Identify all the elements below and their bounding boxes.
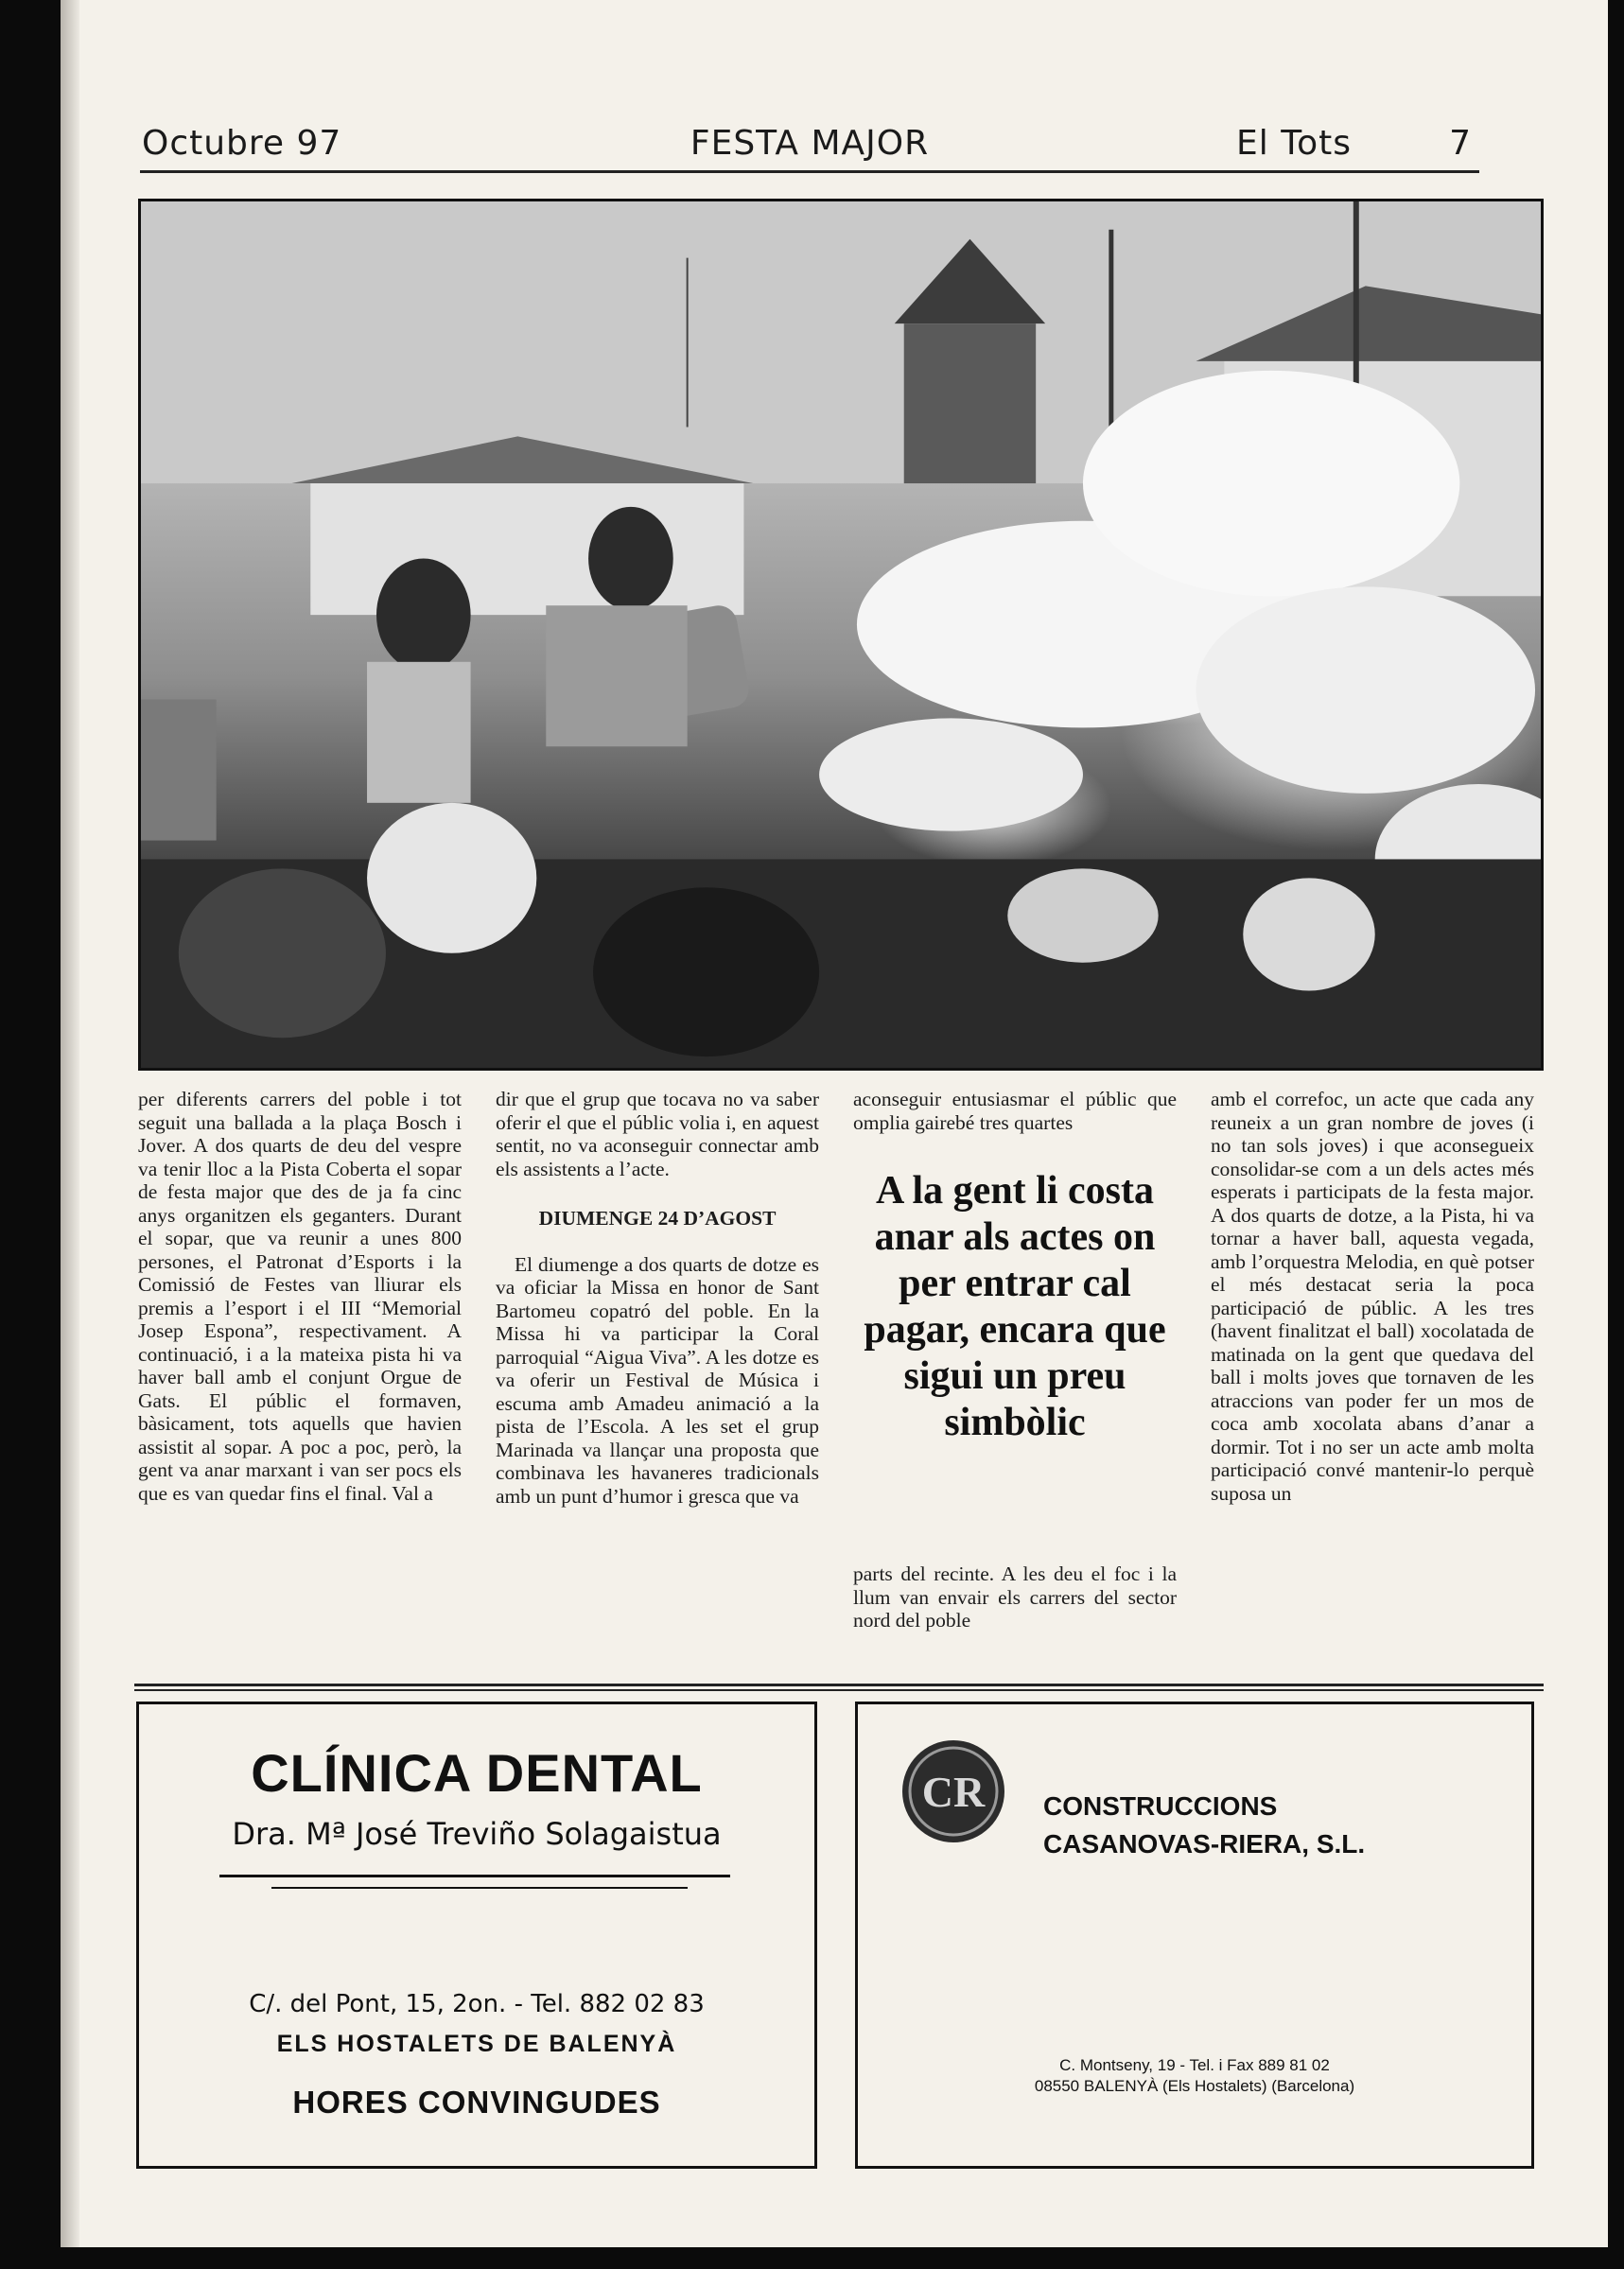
dental-clinic-ad bbox=[136, 1702, 817, 2169]
article-paragraph: El diumenge a dos quarts de dotze es va oficiar la Missa en honor de Sant Bartomeu copatró del poble. En la Missa hi va participar la Coral parroquial “Aigua Viva”. A les dotze es va oferir un Festival de Música i escuma amb Amadeu animació a la pista de l’Escola. A les set el grup Marinada va llançar una proposta que combinava les havaneres tradicionals amb un punt d’humor i gresca que va bbox=[496, 1252, 819, 1508]
ad-title: CLÍNICA DENTAL bbox=[251, 1743, 703, 1803]
svg-text:CR: CR bbox=[921, 1768, 986, 1816]
article-column-3 bbox=[853, 1088, 1177, 1632]
company-logo-icon bbox=[900, 1738, 1006, 1844]
company-name-line-1: CONSTRUCCIONS bbox=[1043, 1791, 1278, 1821]
section-subheading: DIUMENGE 24 D’AGOST bbox=[538, 1207, 777, 1230]
ad-town: ELS HOSTALETS DE BALENYÀ bbox=[276, 2031, 677, 2057]
article-column-4 bbox=[1211, 1088, 1534, 1505]
issue-date: Octubre 97 bbox=[142, 124, 342, 163]
ad-rule bbox=[271, 1887, 688, 1889]
ad-doctor-name: Dra. Mª José Treviño Solagaistua bbox=[232, 1816, 722, 1852]
article-column-1 bbox=[138, 1088, 462, 1505]
page-number: 7 bbox=[1449, 124, 1472, 163]
ad-hours: HORES CONVINGUDES bbox=[292, 2085, 661, 2120]
section-divider bbox=[134, 1684, 1544, 1686]
section-divider bbox=[134, 1689, 1544, 1691]
ad-rule bbox=[219, 1875, 730, 1877]
publication-name: El Tots bbox=[1236, 124, 1352, 163]
article-paragraph: aconseguir entusiasmar el públic que omplia gairebé tres quartes bbox=[853, 1088, 1177, 1134]
pull-quote: A la gent li costa anar als actes on per entrar cal pagar, encara que sigui un preu simbòlic bbox=[864, 1169, 1166, 1444]
foam-party-photo bbox=[138, 199, 1544, 1071]
ad-address: C/. del Pont, 15, 2on. - Tel. 882 02 83 bbox=[249, 1990, 705, 2018]
photo-illustration bbox=[141, 201, 1541, 1068]
article-column-2 bbox=[496, 1088, 819, 1508]
company-name-line-2: CASANOVAS-RIERA, S.L. bbox=[1043, 1829, 1366, 1859]
company-address-line-1: C. Montseny, 19 - Tel. i Fax 889 81 02 bbox=[1059, 2056, 1330, 2074]
article-paragraph: dir que el grup que tocava no va saber oferir el que el públic volia i, en aquest sentit, no va aconseguir connectar amb els assistents a l’acte. bbox=[496, 1088, 819, 1180]
page-header bbox=[140, 121, 1479, 173]
section-title: FESTA MAJOR bbox=[690, 124, 930, 163]
company-address-line-2: 08550 BALENYÀ (Els Hostalets) (Barcelona) bbox=[1034, 2077, 1355, 2095]
page-fold-shadow bbox=[61, 0, 79, 2247]
newspaper-page bbox=[61, 0, 1608, 2247]
construction-company-ad bbox=[855, 1702, 1534, 2169]
article-paragraph: amb el correfoc, un acte que cada any reuneix a un gran nombre de joves (i no tan sols joves) i que aconsegueix consolidar-se com a un dels actes més esperats i participats de la festa major. A dos quarts de dotze, a la Pista, hi va tornar a haver ball, aquesta vegada, amb l’orquestra Melodia, en què potser el més destacat seria la poca participació de públic. A les tres (havent finalitzat el ball) xocolatada de matinada on la gent que quedava del ball i molts joves que tornaven de les atraccions van poder fer un mos de coca amb xocolata abans d’anar a dormir. Tot i no ser un acte amb molta participació convé mantenir-lo perquè suposa un bbox=[1211, 1088, 1534, 1505]
article-paragraph: per diferents carrers del poble i tot seguit una ballada a la plaça Bosch i Jover. A dos quarts de deu del vespre va tenir lloc a la Pista Coberta el sopar de festa major que des de ja fa cinc anys organitzen els geganters. Durant el sopar, que va reunir a unes 800 persones, el Patronat d’Esports i la Comissió de Festes van lliurar els premis a l’esport i el III “Memorial Josep Espona”, respectivament. A continuació, i a la mateixa pista hi va haver ball amb el conjunt Orgue de Gats. El públic el formaven, bàsicament, tots aquells que havien assistit al sopar. A poc a poc, però, la gent va anar marxant i van ser pocs els que es van quedar fins el final. Val a bbox=[138, 1088, 462, 1505]
article-paragraph: parts del recinte. A les deu el foc i la llum van envair els carrers del sector nord del poble bbox=[853, 1562, 1177, 1632]
